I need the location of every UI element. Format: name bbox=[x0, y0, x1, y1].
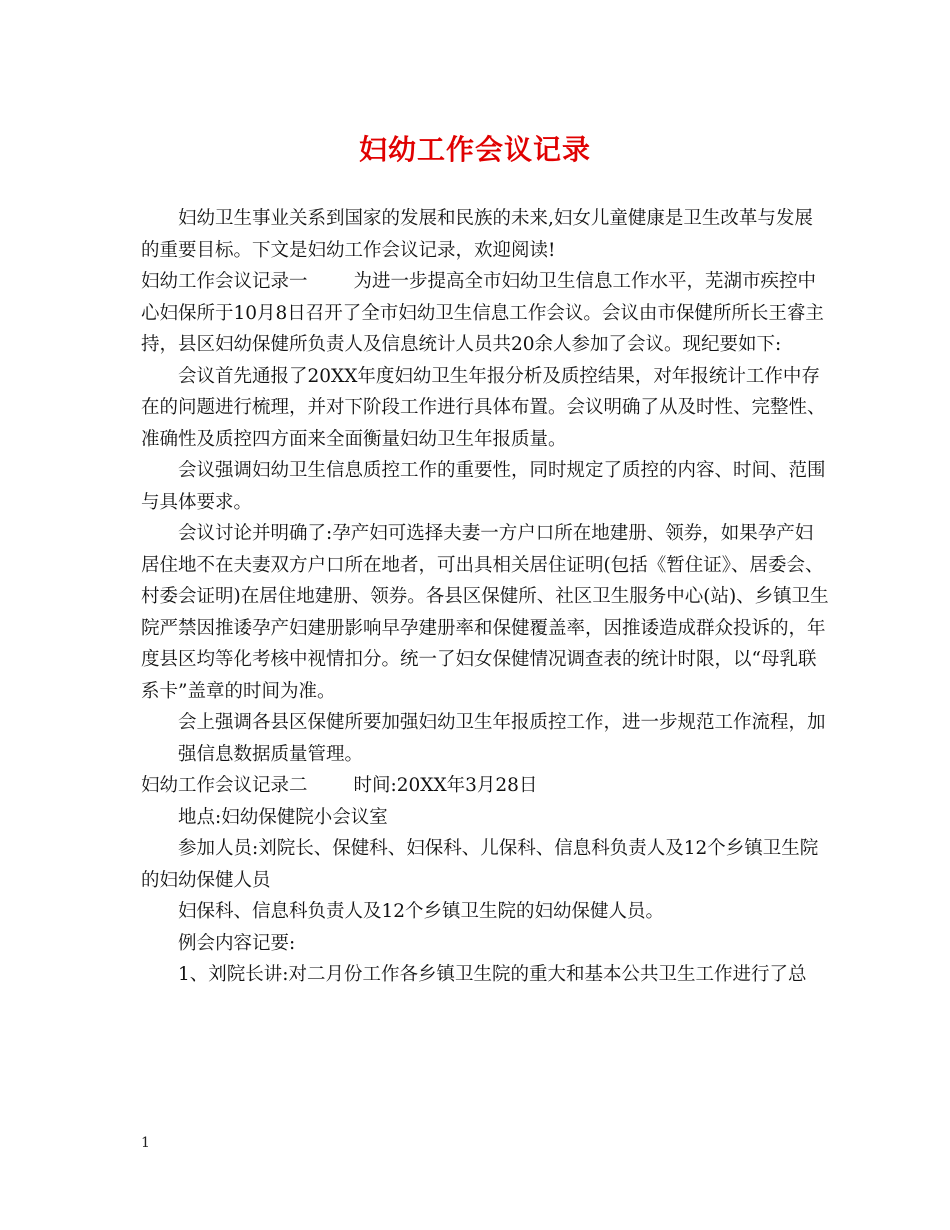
document-body bbox=[141, 203, 831, 991]
document-title: 妇幼工作会议记录 bbox=[358, 133, 591, 166]
paragraph: 会议首先通报了20XX年度妇幼卫生年报分析及质控结果，对年报统计工作中存在的问题进行梳理，并对下阶段工作进行具体布置。会议明确了从及时性、完整性、准确性及质控四方面来全面衡量妇幼卫生年报质量。 bbox=[141, 365, 826, 450]
record-1-text: 为进一步提高全市妇幼卫生信息工作水平，芜湖市疾控中心妇保所于10月8日召开了全市妇幼卫生信息工作会议。会议由市保健所所长王睿主持，县区妇幼保健所负责人及信息统计人员共20余人参加了会议。现纪要如下: bbox=[141, 271, 824, 355]
paragraph: 会议讨论并明确了:孕产妇可选择夫妻一方户口所在地建册、领券，如果孕产妇居住地不在夫妻双方户口所在地者，可出具相关居住证明(包括《暂住证》、居委会、村委会证明)在居住地建册、领券。各县区保健所、社区卫生服务中心(站)、乡镇卫生院严禁因推诿孕产妇建册影响早孕建册率和保健覆盖率，因推诿造成群众投诉的，年度县区均等化考核中视情扣分。统一了妇女保健情况调查表的统计时限，以“母乳联系卡”盖章的时间为准。 bbox=[141, 523, 829, 702]
record-1-paragraph bbox=[141, 266, 831, 361]
paragraph: 妇保科、信息科负责人及12个乡镇卫生院的妇幼保健人员。 bbox=[178, 901, 665, 922]
paragraph: 1、刘院长讲:对二月份工作各乡镇卫生院的重大和基本公共卫生工作进行了总 bbox=[178, 964, 807, 985]
paragraph: 会上强调各县区保健所要加强妇幼卫生年报质控工作，进一步规范工作流程，加强信息数据质量管理。 bbox=[178, 712, 826, 765]
paragraph: 参加人员:刘院长、保健科、妇保科、儿保科、信息科负责人及12个乡镇卫生院的妇幼保健人员 bbox=[141, 838, 819, 891]
record-2-heading: 妇幼工作会议记录二 bbox=[141, 775, 308, 796]
paragraph: 会议强调妇幼卫生信息质控工作的重要性，同时规定了质控的内容、时间、范围与具体要求。 bbox=[141, 460, 826, 513]
intro-paragraph: 妇幼卫生事业关系到国家的发展和民族的未来,妇女儿童健康是卫生改革与发展的重要目标。下文是妇幼工作会议记录，欢迎阅读! bbox=[141, 208, 813, 261]
paragraph: 例会内容记要: bbox=[178, 932, 296, 954]
record-2-paragraph bbox=[141, 770, 831, 802]
record-2-text: 时间:20XX年3月28日 bbox=[353, 775, 538, 796]
paragraph: 地点:妇幼保健院小会议室 bbox=[178, 806, 388, 828]
record-1-heading: 妇幼工作会议记录一 bbox=[141, 271, 308, 292]
page-number: 1 bbox=[141, 1135, 150, 1151]
